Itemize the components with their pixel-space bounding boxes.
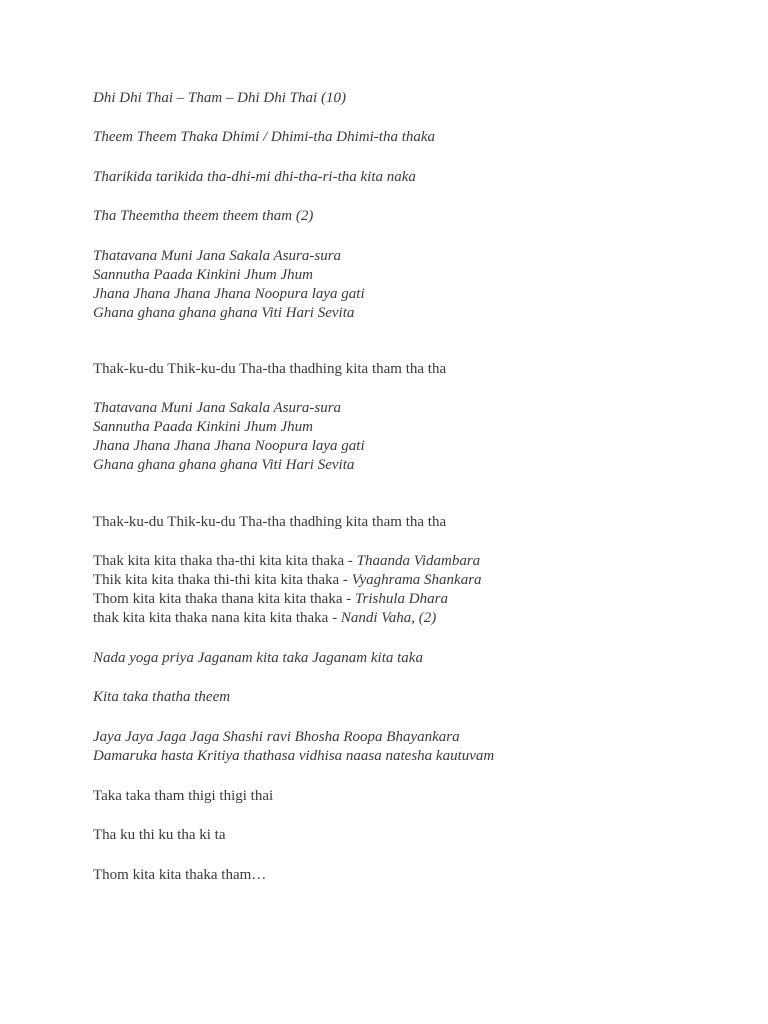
verse-line: Jhana Jhana Jhana Jhana Noopura laya gati (93, 438, 365, 454)
verse-line: Sannutha Paada Kinkini Jhum Jhum (93, 267, 313, 283)
rhythm-text: Thak kita kita thaka tha-thi kita kita thaka - (93, 553, 357, 569)
verse-line: Thatavana Muni Jana Sakala Asura-sura (93, 248, 342, 264)
verse-text: Vyaghrama Shankara (351, 572, 482, 588)
verse-text: Thaanda Vidambara (356, 553, 481, 569)
rhythm-line: Taka taka tham thigi thigi thai (93, 788, 274, 804)
rhythm-line: Tha ku thi ku tha ki ta (93, 827, 226, 843)
rhythm-line: Thom kita kita thaka tham… (93, 867, 267, 883)
verse-line: Jhana Jhana Jhana Jhana Noopura laya gati (93, 286, 365, 302)
verse-line: Tharikida tarikida tha-dhi-mi dhi-tha-ri-tha kita naka (93, 169, 416, 185)
mixed-line (93, 609, 436, 628)
verse-line: Sannutha Paada Kinkini Jhum Jhum (93, 419, 313, 435)
rhythm-text: Thik kita kita thaka thi-thi kita kita thaka - (93, 572, 352, 588)
verse-line: Ghana ghana ghana ghana Viti Hari Sevita (93, 457, 355, 473)
verse-line: Theem Theem Thaka Dhimi / Dhimi-tha Dhimi-tha thaka (93, 129, 436, 145)
verse-line: Nada yoga priya Jaganam kita taka Jaganam kita taka (93, 650, 423, 666)
verse-line: Thatavana Muni Jana Sakala Asura-sura (93, 400, 342, 416)
verse-line: Kita taka thatha theem (93, 689, 231, 705)
rhythm-line: Thak-ku-du Thik-ku-du Tha-tha thadhing kita tham tha tha (93, 514, 447, 530)
mixed-line (93, 571, 482, 590)
rhythm-line: Thak-ku-du Thik-ku-du Tha-tha thadhing kita tham tha tha (93, 361, 447, 377)
rhythm-text: Thom kita kita thaka thana kita kita thaka - (93, 591, 355, 607)
mixed-line (93, 552, 480, 571)
verse-text: Trishula Dhara (355, 591, 448, 607)
verse-line: Damaruka hasta Kritiya thathasa vidhisa naasa natesha kautuvam (93, 748, 495, 764)
verse-text: Nandi Vaha, (2) (340, 610, 437, 626)
verse-line: Jaya Jaya Jaga Jaga Shashi ravi Bhosha Roopa Bhayankara (93, 729, 460, 745)
rhythm-text: thak kita kita thaka nana kita kita thaka - (93, 610, 341, 626)
mixed-line (93, 590, 448, 609)
verse-line: Ghana ghana ghana ghana Viti Hari Sevita (93, 305, 355, 321)
verse-line: Tha Theemtha theem theem tham (2) (93, 208, 314, 224)
verse-line: Dhi Dhi Thai – Tham – Dhi Dhi Thai (10) (93, 90, 346, 106)
